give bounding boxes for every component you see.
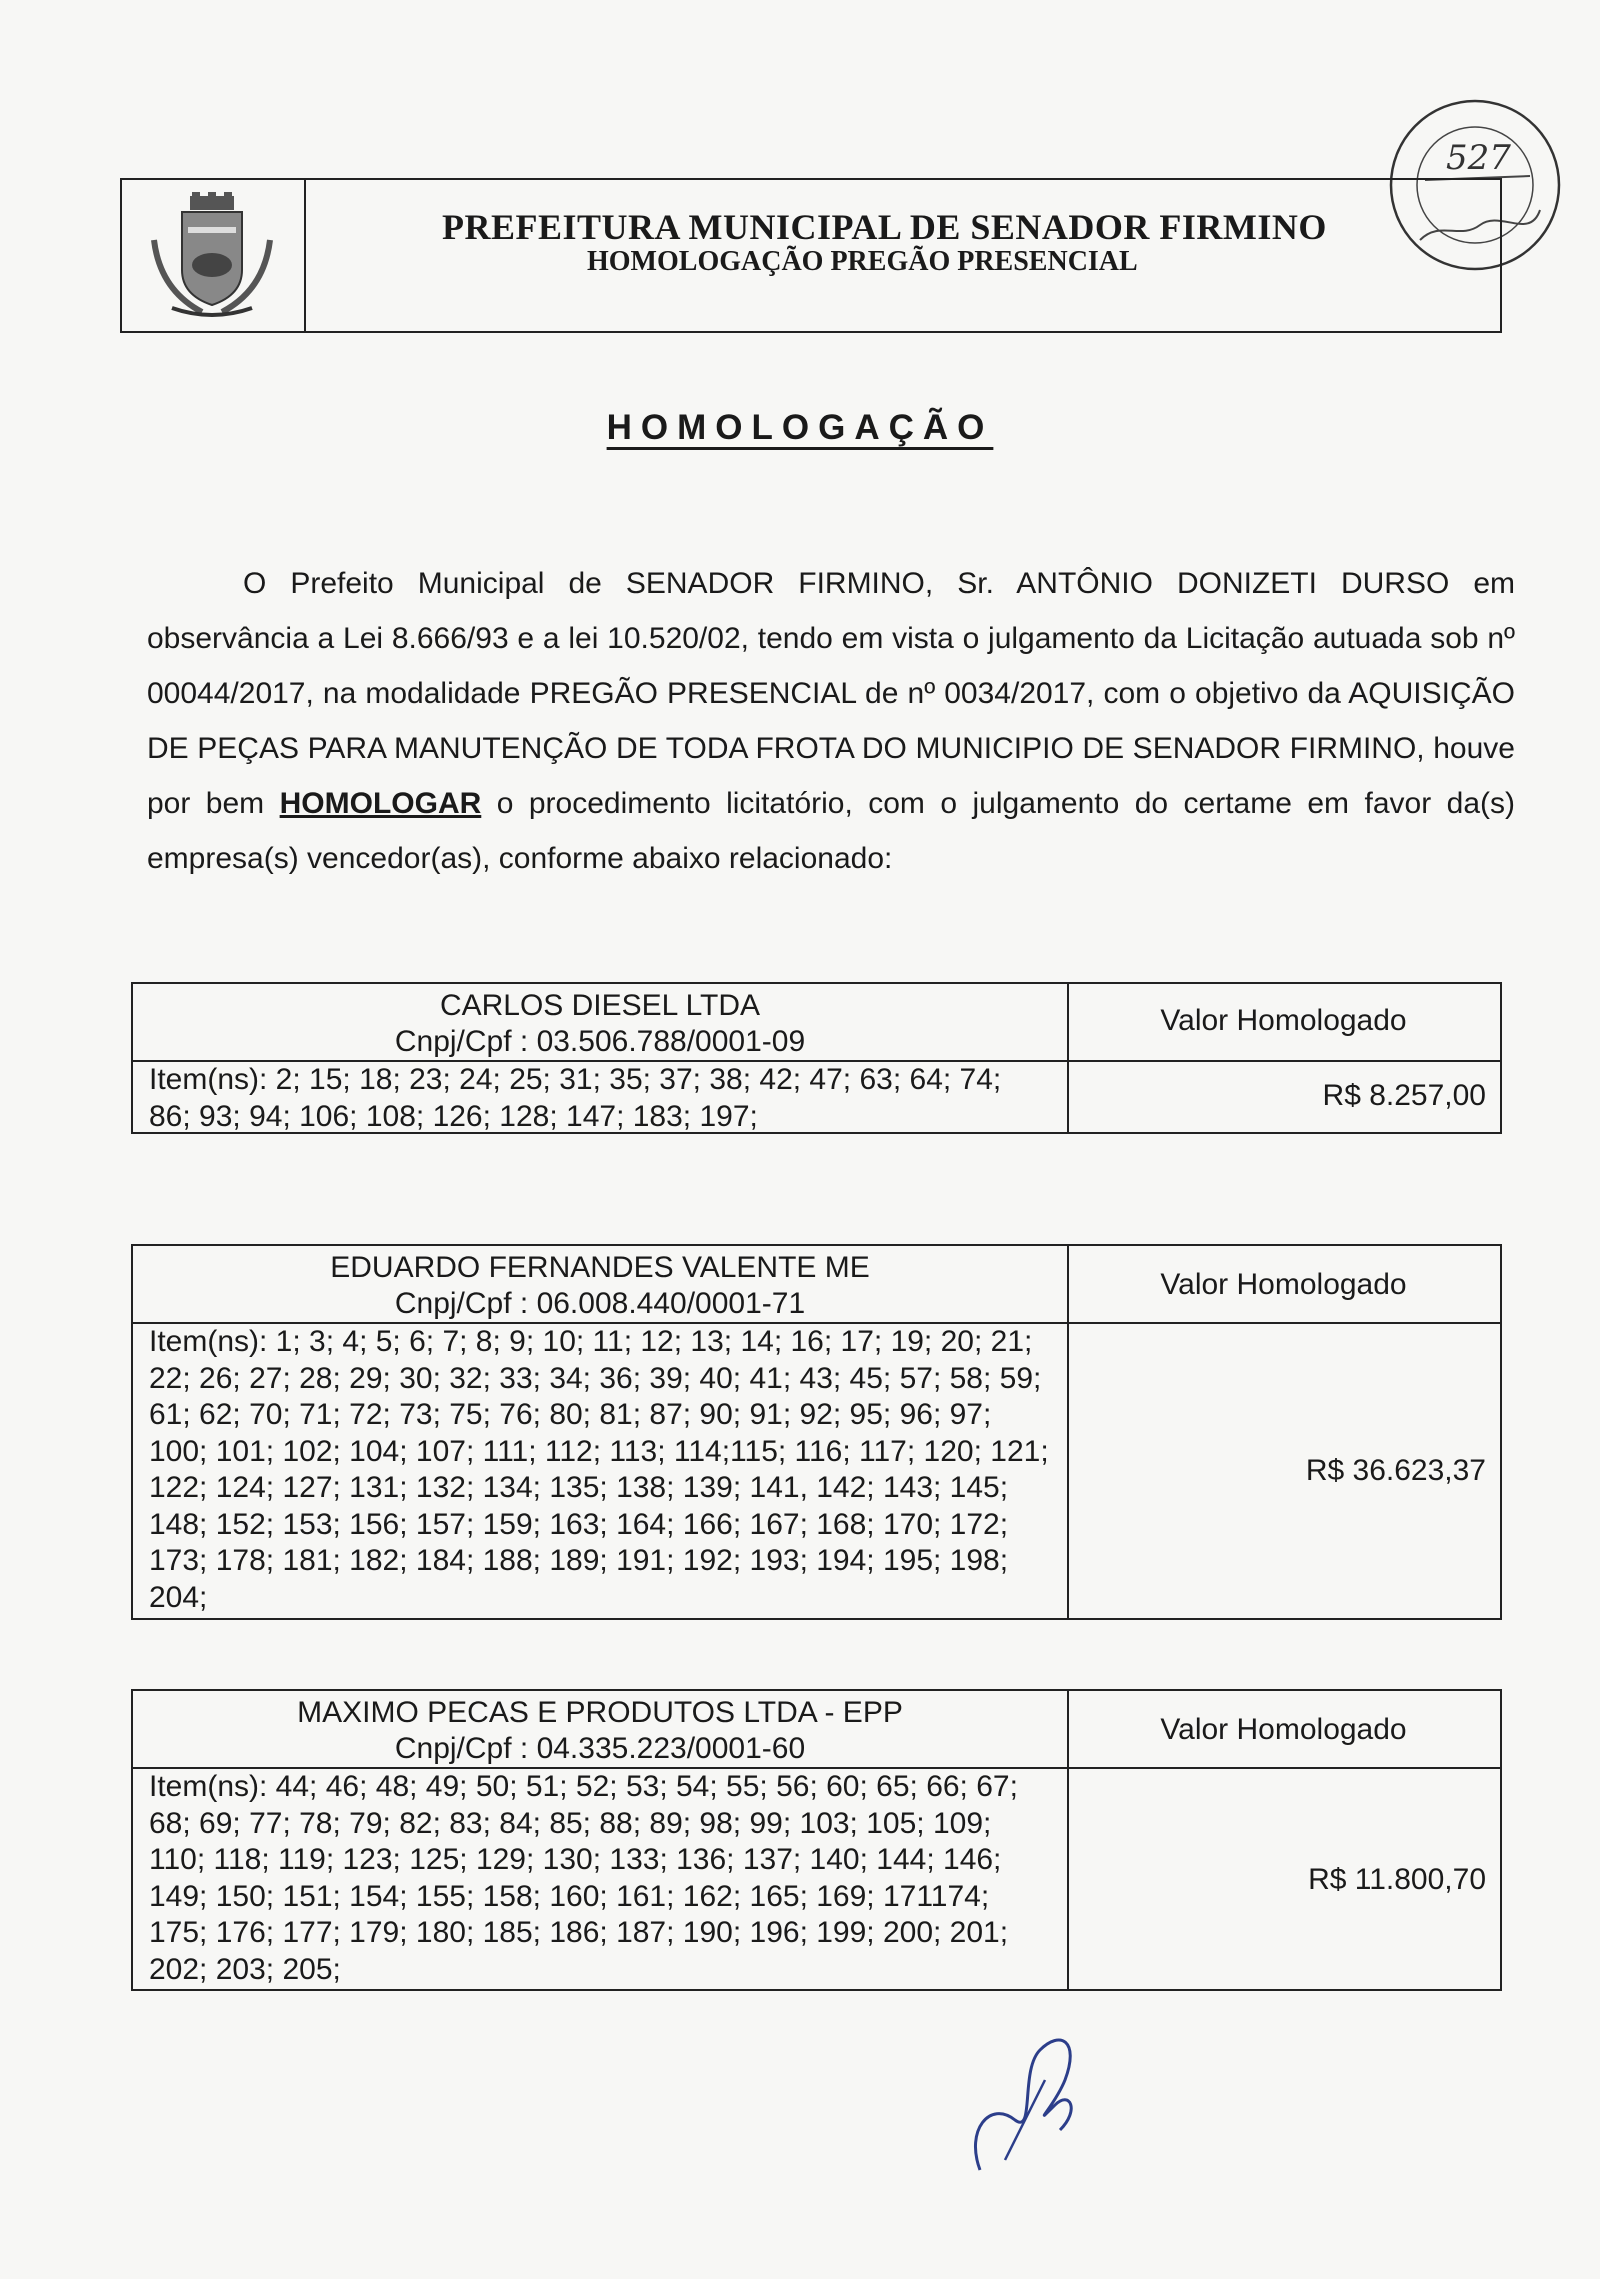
award-table xyxy=(131,1689,1502,1991)
company-cnpj: Cnpj/Cpf : 06.008.440/0001-71 xyxy=(394,1287,806,1320)
valor-homologado-amount: R$ 11.800,70 xyxy=(1308,1863,1486,1896)
paragraph-text-after: o procedimento licitatório, com o julgamento do certame em favor da(s) empresa(s) vencedor(as), conforme abaixo relacionado: xyxy=(147,787,1515,875)
company-block xyxy=(133,1691,1067,1767)
company-cnpj: Cnpj/Cpf : 03.506.788/0001-09 xyxy=(394,1025,806,1058)
company-block xyxy=(133,984,1067,1060)
municipal-crest-icon xyxy=(142,190,282,320)
valor-homologado-label: Valor Homologado xyxy=(1160,1268,1407,1301)
stamp-page-number: 527 xyxy=(1446,138,1511,178)
awarded-items: Item(ns): 1; 3; 4; 5; 6; 7; 8; 9; 10; 11; 12; 13; 14; 16; 17; 19; 20; 21; 22; 26; 27; 28; 29; 30; 32; 33; 34; 36; 39; 40; 41; 43; 45; 57; 58; 59; 61; 62; 70; 71; 72; 73; 75; 76; 80; 81; 87; 90; 91; 92; 95; 96; 97; 100; 101; 102; 104; 107; 111; 112; 113; 114;115; 116; 117; 120; 121; 122; 124; 127; 131; 132; 134; 135; 138; 139; 141, 142; 143; 145; 148; 152; 153; 156; 157; 159; 163; 164; 166; 167; 168; 170; 172; 173; 178; 181; 182; 184; 188; 189; 191; 192; 193; 194; 195; 198; 204; xyxy=(149,1325,1049,1614)
company-cnpj: Cnpj/Cpf : 04.335.223/0001-60 xyxy=(394,1732,806,1765)
company-name: EDUARDO FERNANDES VALENTE ME xyxy=(330,1251,870,1284)
document-type-subtitle: HOMOLOGAÇÃO PREGÃO PRESENCIAL xyxy=(587,246,1138,277)
valor-homologado-amount: R$ 36.623,37 xyxy=(1305,1454,1486,1487)
awarded-items: Item(ns): 44; 46; 48; 49; 50; 51; 52; 53; 54; 55; 56; 60; 65; 66; 67; 68; 69; 77; 78; 79; 82; 83; 84; 85; 88; 89; 98; 99; 103; 105; 109; 110; 118; 119; 123; 125; 129; 130; 133; 136; 137; 140; 144; 146; 149; 150; 151; 154; 155; 158; 160; 161; 162; 165; 169; 171174; 175; 176; 177; 179; 180; 185; 186; 187; 190; 196; 199; 200; 201; 202; 203; 205; xyxy=(149,1770,1018,1986)
valor-homologado-label: Valor Homologado xyxy=(1160,1004,1407,1037)
company-block xyxy=(133,1246,1067,1322)
award-table xyxy=(131,1244,1502,1620)
header-box xyxy=(120,178,1502,333)
homologar-highlight: HOMOLOGAR xyxy=(279,787,482,820)
homologation-paragraph xyxy=(147,556,1515,886)
header-logo-cell xyxy=(122,180,306,331)
awarded-items: Item(ns): 2; 15; 18; 23; 24; 25; 31; 35; 37; 38; 42; 47; 63; 64; 74; 86; 93; 94; 106; 108; 126; 128; 147; 183; 197; xyxy=(149,1063,1002,1133)
valor-homologado-amount: R$ 8.257,00 xyxy=(1322,1079,1486,1112)
page-title: HOMOLOGAÇÃO xyxy=(606,408,994,447)
company-name: CARLOS DIESEL LTDA xyxy=(439,989,761,1022)
company-name: MAXIMO PECAS E PRODUTOS LTDA - EPP xyxy=(297,1696,903,1729)
handwritten-signature xyxy=(960,2010,1100,2180)
award-table xyxy=(131,982,1502,1134)
municipality-title: PREFEITURA MUNICIPAL DE SENADOR FIRMINO xyxy=(442,207,1327,247)
valor-homologado-label: Valor Homologado xyxy=(1160,1713,1407,1746)
paragraph-text-before: O Prefeito Municipal de SENADOR FIRMINO, Sr. ANTÔNIO DONIZETI DURSO em observância a Lei 8.666/93 e a lei 10.520/02, tendo em vista o julgamento da Licitação autuada sob nº 00044/2017, na modalidade PREGÃO PRESENCIAL de nº 0034/2017, com o objetivo da AQUISIÇÃO DE PEÇAS PARA MANUTENÇÃO DE TODA FROTA DO MUNICIPIO DE SENADOR FIRMINO, houve por bem xyxy=(147,567,1515,820)
